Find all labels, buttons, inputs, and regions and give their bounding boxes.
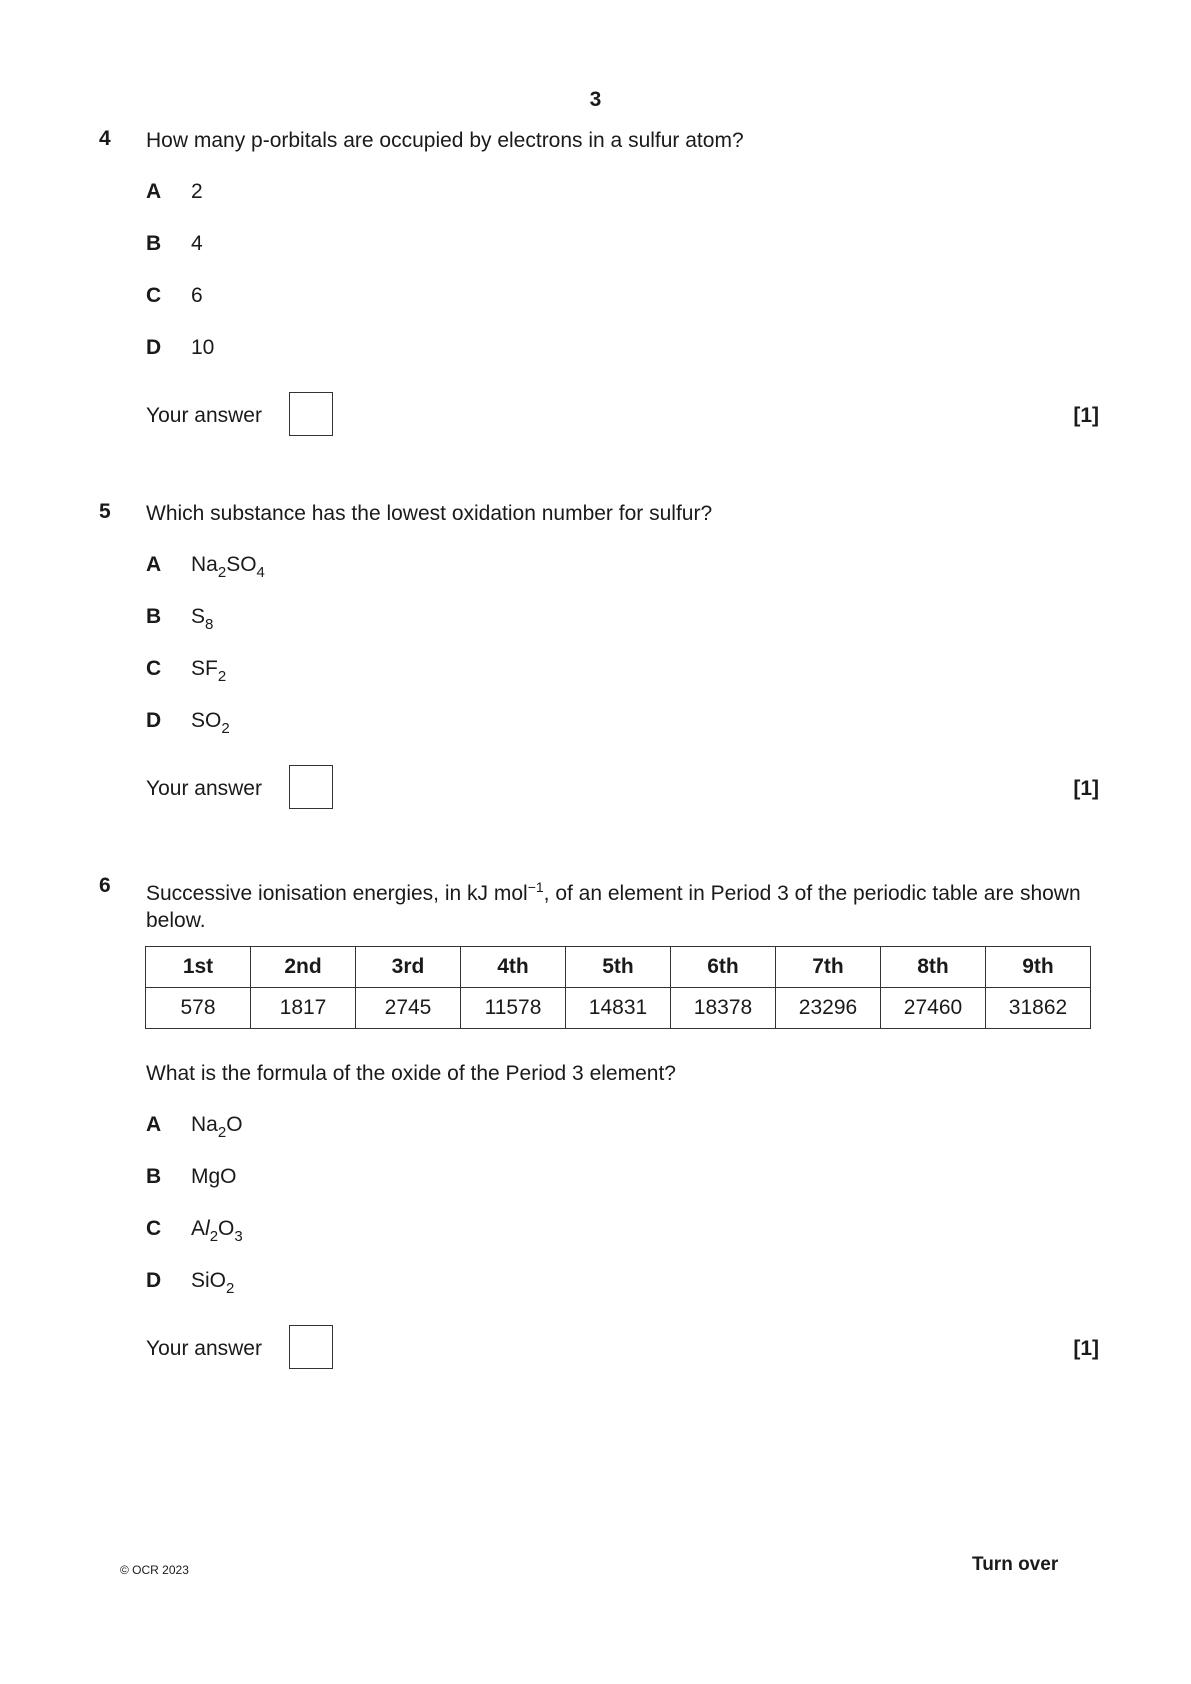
table-cell: 11578	[461, 988, 566, 1029]
option-value: $SF_2$	[191, 657, 227, 685]
option-letter: B	[146, 232, 162, 255]
question-text: How many p-orbitals are occupied by electrons in a sulfur atom?	[146, 129, 744, 152]
option-value: MgO	[191, 1165, 237, 1188]
table-header-cell: 3rd	[356, 947, 461, 988]
marks: [1]	[1073, 777, 1099, 800]
option-value: $SO_2$	[191, 709, 230, 737]
answer-box[interactable]	[289, 1325, 333, 1369]
answer-box[interactable]	[289, 392, 333, 436]
answer-row	[146, 392, 1099, 440]
answer-row	[146, 1325, 1099, 1373]
question-number: 6	[99, 874, 111, 897]
answer-box[interactable]	[289, 765, 333, 809]
footer-turn-over: Turn over	[972, 1554, 1059, 1575]
table-header-cell: 4th	[461, 947, 566, 988]
sub-question-text: What is the formula of the oxide of the Period 3 element?	[146, 1062, 676, 1085]
question-text: Successive ionisation energies, in kJ mol$^{-1}$, of an element in Period 3 of the periodic table are shown below.	[146, 879, 1081, 932]
answer-label: Your answer	[146, 1337, 262, 1360]
option-value: 4	[191, 232, 203, 255]
marks: [1]	[1073, 1337, 1099, 1360]
option-value: SiO$_2$	[191, 1269, 235, 1297]
option-letter: C	[146, 1217, 162, 1240]
table-header-cell: 6th	[671, 947, 776, 988]
question-number: 5	[99, 500, 111, 523]
option-value: $Al_2O_3$	[191, 1217, 243, 1245]
option-letter: B	[146, 605, 162, 628]
table-header-cell: 5th	[566, 947, 671, 988]
option-letter: D	[146, 709, 162, 732]
table-header-row	[146, 947, 1091, 988]
table-row	[146, 988, 1091, 1029]
option-letter: C	[146, 657, 162, 680]
table-cell: 578	[146, 988, 251, 1029]
table-cell: 1817	[251, 988, 356, 1029]
table-cell: 23296	[776, 988, 881, 1029]
answer-label: Your answer	[146, 404, 262, 427]
table-cell: 31862	[986, 988, 1091, 1029]
table-cell: 2745	[356, 988, 461, 1029]
table-header-cell: 8th	[881, 947, 986, 988]
option-value: $Na_2SO_4$	[191, 553, 265, 581]
option-value: 10	[191, 336, 215, 359]
option-letter: C	[146, 284, 162, 307]
option-letter: D	[146, 1269, 162, 1292]
table-header-cell: 1st	[146, 947, 251, 988]
table-cell: 18378	[671, 988, 776, 1029]
table-header-cell: 7th	[776, 947, 881, 988]
table-cell: 27460	[881, 988, 986, 1029]
page-number: 3	[589, 88, 602, 111]
option-letter: D	[146, 336, 162, 359]
table-header-cell: 2nd	[251, 947, 356, 988]
option-letter: A	[146, 180, 162, 203]
option-letter: B	[146, 1165, 162, 1188]
option-value: 2	[191, 180, 203, 203]
question-number: 4	[99, 127, 111, 150]
footer-copyright: © OCR 2023	[120, 1563, 189, 1577]
option-letter: A	[146, 1113, 162, 1136]
option-value: $S_8$	[191, 605, 214, 633]
table-header-cell: 9th	[986, 947, 1091, 988]
option-letter: A	[146, 553, 162, 576]
ionisation-energy-table	[145, 946, 1091, 1029]
answer-row	[146, 765, 1099, 813]
option-value: 6	[191, 284, 203, 307]
question-text: Which substance has the lowest oxidation number for sulfur?	[146, 502, 713, 525]
table-cell: 14831	[566, 988, 671, 1029]
answer-label: Your answer	[146, 777, 262, 800]
marks: [1]	[1073, 404, 1099, 427]
option-value: $Na_2O$	[191, 1113, 243, 1141]
